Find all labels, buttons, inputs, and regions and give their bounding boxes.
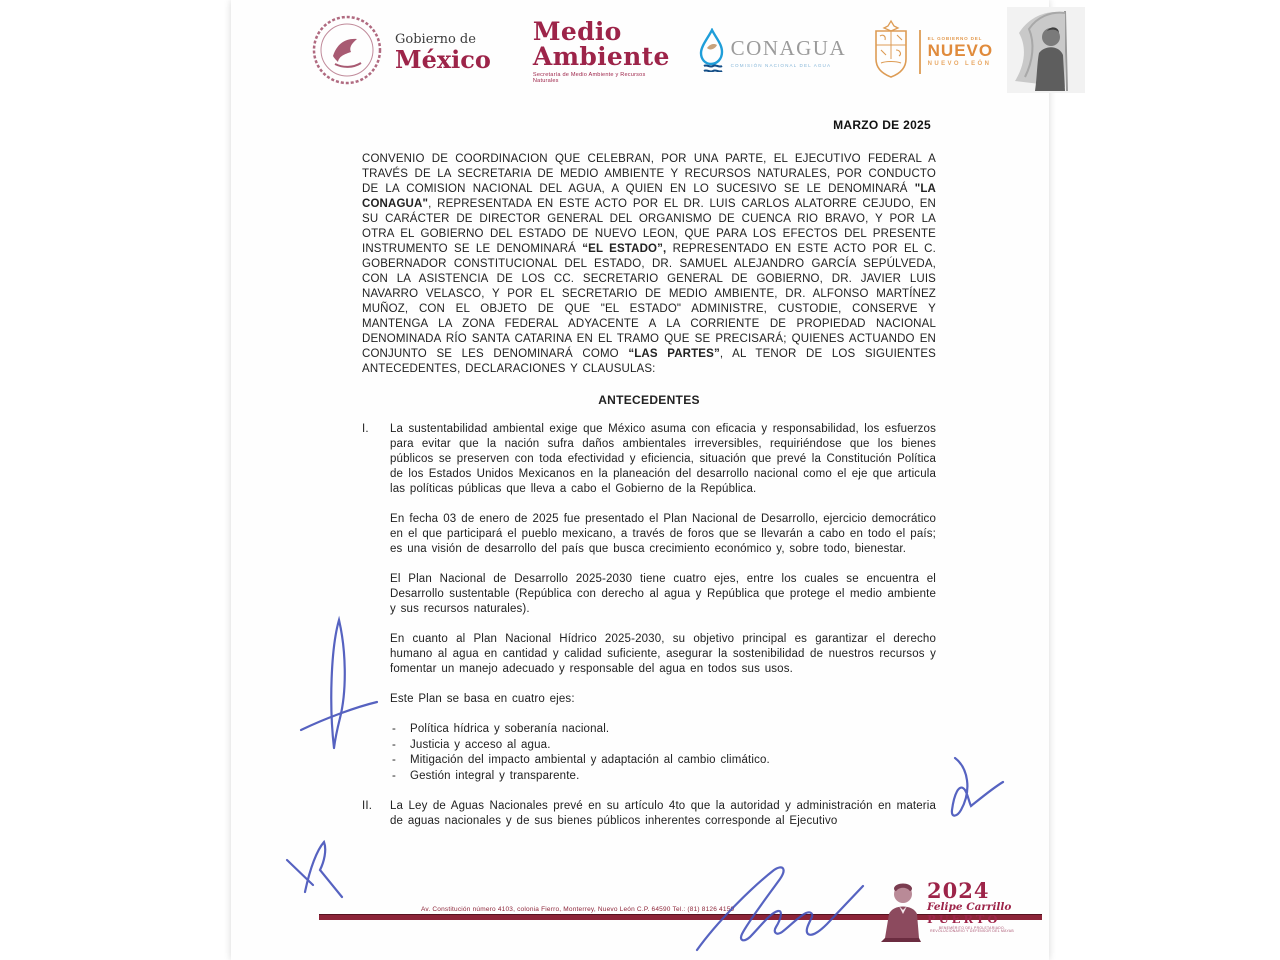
fcp-name: Felipe Carrillo bbox=[927, 901, 1012, 913]
item-number: II. bbox=[362, 800, 373, 812]
plan-ejes-list bbox=[390, 722, 936, 784]
defined-term-las-partes: “LAS PARTES” bbox=[628, 348, 720, 360]
mexico-eagle-seal-icon bbox=[311, 14, 383, 91]
intro-text: , REPRESENTADA EN ESTE ACTO POR EL DR. LUIS CARLOS ALATORRE CEJUDO, EN SU CARÁCTER DE DIRECTOR GENERAL DEL ORGANISMO DE CUENCA RIO BRAVO, Y POR LA OTRA EL GOBIERNO DEL ESTADO DE NUEVO LEON, QUE PARA LOS EFECTOS DEL PRESENTE INSTRUMENTO SE LE DENOMINARÁ bbox=[362, 198, 936, 255]
antecedente-1-paragraph-2: En fecha 03 de enero de 2025 fue presentado el Plan Nacional de Desarrollo, ejercicio democrático en el que participará el pueblo mexicano, a través de foros que se llevarán a cabo en todo el país; es una visión de desarrollo del país que busca crecimiento económico y, sobre todo, bienestar. bbox=[390, 513, 936, 555]
footer-address: Av. Constitución número 4103, colonia Fierro, Monterrey, Nuevo León C.P. 64590 Tel.: (81) 8126 4159 bbox=[421, 906, 735, 913]
defined-term-la-conagua: "LA CONAGUA" bbox=[362, 183, 936, 210]
fcp-surname: PUERTO bbox=[927, 911, 1001, 926]
nuevo-leon-shield-icon bbox=[870, 19, 912, 86]
eje-list-item: - Gestión integral y transparente. bbox=[390, 769, 936, 785]
historic-portrait-flag-photo bbox=[1007, 7, 1085, 98]
document-body bbox=[362, 152, 936, 829]
nuevo-leon-logo bbox=[870, 19, 993, 86]
nl-line2: NUEVO bbox=[927, 41, 994, 61]
conagua-subtitle: COMISIÓN NACIONAL DEL AGUA bbox=[730, 63, 832, 68]
intro-text: , AL TENOR DE LOS SIGUIENTES ANTECEDENTES, DECLARACIONES Y CLAUSULAS: bbox=[362, 348, 936, 375]
conagua-logo bbox=[696, 28, 847, 77]
antecedente-2-paragraph-1: La Ley de Aguas Nacionales prevé en su artículo 4to que la autoridad y administración en materia de aguas nacionales y de sus bienes públicos inherentes corresponde al Ejecutivo bbox=[390, 800, 936, 827]
intro-text: REPRESENTADO EN ESTE ACTO POR EL C. GOBERNADOR CONSTITUCIONAL DEL ESTADO, DR. SAMUEL ALEJANDRO GARCÍA SEPÚLVEDA, CON LA ASISTENCIA DE LOS CC. SECRETARIO GENERAL DE GOBIERNO, DR. JAVIER LUIS NAVARRO VELASCO, Y POR EL SECRETARIO DE MEDIO AMBIENTE, DR. ALFONSO MARTÍNEZ MUÑOZ, CON EL OBJETO DE QUE "EL ESTADO" ADMINISTRE, CUSTODIE, CONSERVE Y MANTENGA LA ZONA FEDERAL ADYACENTE A LA CORRIENTE DE PROPIEDAD NACIONAL DENOMINADA RÍO SANTA CATARINA EN EL TRAMO QUE SE PRECISARÁ; QUIENES ACTUANDO EN CONJUNTO SE LES DENOMINARÁ COMO bbox=[362, 243, 936, 360]
antecedentes-heading: ANTECEDENTES bbox=[598, 393, 700, 407]
nuevo-leon-divider bbox=[919, 30, 921, 74]
antecedente-1-paragraph-3: El Plan Nacional de Desarrollo 2025-2030 tiene cuatro ejes, entre los cuales se encuentra el Desarrollo sustentable (República con derecho al agua y República que protege el medio ambiente y sus recursos naturales). bbox=[390, 573, 936, 615]
defined-term-el-estado: “EL ESTADO”, bbox=[582, 243, 667, 255]
water-drop-icon bbox=[696, 28, 726, 77]
opening-paragraph bbox=[362, 152, 936, 377]
gobierno-de-mexico-wordmark bbox=[395, 33, 491, 72]
eje-list-item: - Política hídrica y soberanía nacional. bbox=[390, 722, 936, 738]
medio-ambiente-wordmark bbox=[533, 19, 670, 84]
felipe-carrillo-puerto-portrait-icon bbox=[879, 880, 923, 947]
nl-line3: NUEVO LEÓN bbox=[927, 61, 992, 68]
scanned-document-page bbox=[231, 0, 1049, 960]
fcp-tagline: BENEMÉRITO DEL PROLETARIADO, REVOLUCIONARIO Y DEFENSOR DEL MAYAB bbox=[930, 926, 1014, 934]
antecedente-1-paragraph-5: Este Plan se basa en cuatro ejes: bbox=[390, 693, 575, 705]
conagua-title: CONAGUA bbox=[730, 36, 847, 60]
antecedente-1-paragraph-1: La sustentabilidad ambiental exige que México asuma con eficacia y responsabilidad, los esfuerzos para evitar que la nación sufra daños ambientales irreversibles, requiriéndose que los bienes públicos se preserven con toda efectividad y eficiencia, situación que prevé la Constitución Política de los Estados Unidos Mexicanos en la planeación del desarrollo nacional como el eje que articula las políticas públicas que lleva a cabo el Gobierno de la República. bbox=[390, 423, 936, 495]
intro-text: CONVENIO DE COORDINACION QUE CELEBRAN, POR UNA PARTE, EL EJECUTIVO FEDERAL A TRAVÉS DE LA SECRETARIA DE MEDIO AMBIENTE Y RECURSOS NATURALES, POR CONDUCTO DE LA COMISION NACIONAL DEL AGUA, A QUIEN EN LO SUCESIVO SE LE DENOMINARÁ bbox=[362, 153, 936, 195]
eje-list-item: - Mitigación del impacto ambiental y adaptación al cambio climático. bbox=[390, 753, 936, 769]
nuevo-leon-wordmark bbox=[928, 37, 993, 68]
gob-mx-line1: Gobierno de bbox=[395, 31, 476, 47]
medio-ambiente-subtitle: Secretaría de Medio Ambiente y Recursos Naturales bbox=[532, 72, 646, 84]
institutional-header bbox=[311, 8, 994, 96]
ink-mark-right-v bbox=[952, 758, 1003, 816]
eje-list-item: - Justicia y acceso al agua. bbox=[390, 738, 936, 754]
antecedente-1-paragraph-4: En cuanto al Plan Nacional Hídrico 2025-2030, su objetivo principal es garantizar el derecho humano al agua en cantidad y calidad suficiente, asegurar la sostenibilidad de nuestros recursos y fomentar un manejo adecuado y responsable del agua en todos sus usos. bbox=[390, 633, 936, 675]
antecedente-item-2 bbox=[362, 799, 936, 829]
medio-ambiente-title: Medio Ambiente bbox=[532, 17, 670, 72]
fcp-year: 2024 bbox=[927, 878, 990, 903]
ink-mark-left-loop bbox=[331, 620, 345, 748]
document-date: MARZO DE 2025 bbox=[833, 118, 931, 132]
ink-mark-h-stroke-2 bbox=[305, 842, 342, 897]
antecedente-item-1 bbox=[362, 422, 936, 799]
gob-mx-line2: México bbox=[395, 44, 491, 74]
felipe-carrillo-puerto-logo bbox=[879, 880, 1017, 947]
ink-mark-h-stroke-1 bbox=[287, 860, 313, 885]
nl-line1: EL GOBIERNO DEL bbox=[927, 35, 983, 41]
item-number: I. bbox=[362, 423, 369, 435]
